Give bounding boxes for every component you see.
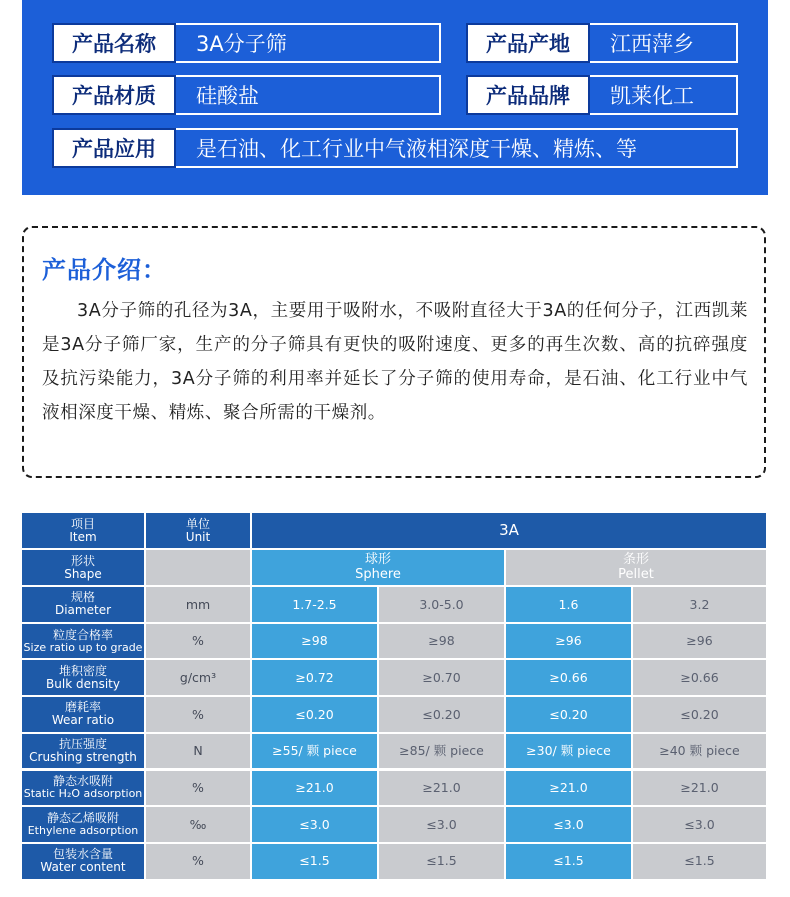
spec-value-cell: ≥21.0 [506,771,631,806]
product-application-row [52,128,738,168]
product-origin-row [466,23,738,63]
spec-value-cell: ≤1.5 [633,844,766,879]
spec-value-cell: ≥0.70 [379,660,504,695]
product-material-row [52,75,441,115]
product-name-value: 3A分子筛 [176,23,441,63]
spec-row-label-cn: 磨耗率 [64,700,101,715]
spec-row-label-en: Diameter [54,603,112,618]
intro-title: 产品介绍： [42,256,167,284]
spec-row-unit-cell: % [146,697,250,732]
product-intro-box [22,226,766,478]
spec-row-unit-cell: mm [146,587,250,622]
shape-sphere-cn: 球形 [364,552,391,568]
spec-value-cell: ≤1.5 [506,844,631,879]
spec-row-label-cn: 堆积密度 [58,663,107,678]
spec-row-label-cell [22,660,144,695]
spec-value-cell: ≤3.0 [252,807,377,842]
product-application-label: 产品应用 [52,128,176,168]
spec-value-cell: ≥96 [506,624,631,659]
spec-row-label-en: Size ratio up to grade [23,640,143,654]
shape-label-en: Shape [64,566,102,581]
intro-text: 3A分子筛的孔径为3A，主要用于吸附水，不吸附直径大于3A的任何分子，江西凯莱是3A分子筛厂家，生产的分子筛具有更快的吸附速度、更多的再生次数、高的抗碎强度及抗污染能力，3A分子筛的利用率并延长了分子筛的使用寿命，是石油、化工行业中气液相深度干燥、精炼、聚合所需的干燥剂。 [42,301,748,423]
shape-sphere-en: Sphere [355,566,401,582]
spec-value-cell: ≤0.20 [252,697,377,732]
spec-row-label-cn: 抗压强度 [58,737,107,752]
spec-value-cell: ≤0.20 [379,697,504,732]
spec-row-unit-cell: % [146,771,250,806]
spec-value-cell: ≥98 [379,624,504,659]
spec-value-cell: ≥21.0 [252,771,377,806]
spec-row-unit-cell: N [146,734,250,769]
header-item-en: Item [69,529,97,544]
spec-value-cell: ≤3.0 [379,807,504,842]
shape-pellet-cell [506,550,766,585]
spec-value-cell: 1.6 [506,587,631,622]
spec-row-label-cell [22,807,144,842]
product-material-label: 产品材质 [52,75,176,115]
product-brand-row [466,75,738,115]
spec-row-unit-cell: ‰ [146,807,250,842]
product-name-label: 产品名称 [52,23,176,63]
spec-row-label-cn: 包装水含量 [52,847,113,862]
shape-label-cn: 形状 [70,553,95,568]
header-unit-en: Unit [185,529,211,544]
product-info-panel [22,0,768,195]
spec-value-cell: ≥0.66 [506,660,631,695]
spec-value-cell: ≥21.0 [633,771,766,806]
spec-value-cell: ≤3.0 [506,807,631,842]
spec-row-label-cell [22,587,144,622]
spec-value-cell: ≤3.0 [633,807,766,842]
spec-row-label-cn: 静态水吸附 [52,774,113,789]
shape-sphere-cell [252,550,504,585]
product-origin-label: 产品产地 [466,23,590,63]
product-application-value: 是石油、化工行业中气液相深度干燥、精炼、等 [176,128,738,168]
shape-unit-cell [146,550,250,585]
shape-pellet-en: Pellet [618,566,654,582]
spec-row-unit-cell: % [146,844,250,879]
spec-value-cell: ≥98 [252,624,377,659]
header-item-cell [22,513,144,548]
product-material-value: 硅酸盐 [176,75,441,115]
spec-value-cell: ≥30/ 颗 piece [506,734,631,769]
spec-value-cell: ≥0.66 [633,660,766,695]
header-item-cn: 项目 [70,516,95,531]
spec-value-cell: ≥85/ 颗 piece [379,734,504,769]
spec-value-cell: ≥0.72 [252,660,377,695]
spec-value-cell: 3.2 [633,587,766,622]
spec-row-label-en: Crushing strength [29,750,137,765]
spec-row-label-cell [22,624,144,659]
spec-row-label-cell [22,771,144,806]
shape-label-cell [22,550,144,585]
shape-pellet-cn: 条形 [622,552,649,568]
spec-row-label-cn: 粒度合格率 [52,627,113,642]
spec-row-label-en: Wear ratio [51,713,115,728]
spec-value-cell: ≤1.5 [252,844,377,879]
spec-row-label-cn: 静态乙烯吸附 [46,811,119,826]
spec-value-cell: ≥40 颗 piece [633,734,766,769]
spec-row-label-cell [22,734,144,769]
spec-value-cell: ≥21.0 [379,771,504,806]
product-origin-value: 江西萍乡 [590,23,738,63]
spec-row-unit-cell: g/cm³ [146,660,250,695]
spec-row-label-en: Ethylene adsorption [27,824,139,838]
header-model-cell: 3A [252,513,766,548]
spec-value-cell: ≤1.5 [379,844,504,879]
product-name-row [52,23,441,63]
spec-value-cell: ≤0.20 [633,697,766,732]
spec-row-label-cell [22,844,144,879]
spec-row-label-en: Water content [40,860,126,875]
header-unit-cn: 单位 [185,516,210,531]
spec-row-label-en: Bulk density [46,676,120,691]
product-brand-value: 凯莱化工 [590,75,738,115]
spec-value-cell: ≤0.20 [506,697,631,732]
spec-table [22,513,766,881]
spec-value-cell: ≥55/ 颗 piece [252,734,377,769]
product-brand-label: 产品品牌 [466,75,590,115]
spec-row-unit-cell: % [146,624,250,659]
spec-value-cell: 1.7-2.5 [252,587,377,622]
spec-value-cell: 3.0-5.0 [379,587,504,622]
spec-row-label-en: Static H₂O adsorption [23,787,143,801]
header-unit-cell [146,513,250,548]
spec-value-cell: ≥96 [633,624,766,659]
spec-row-label-cell [22,697,144,732]
spec-row-label-cn: 规格 [70,590,95,605]
